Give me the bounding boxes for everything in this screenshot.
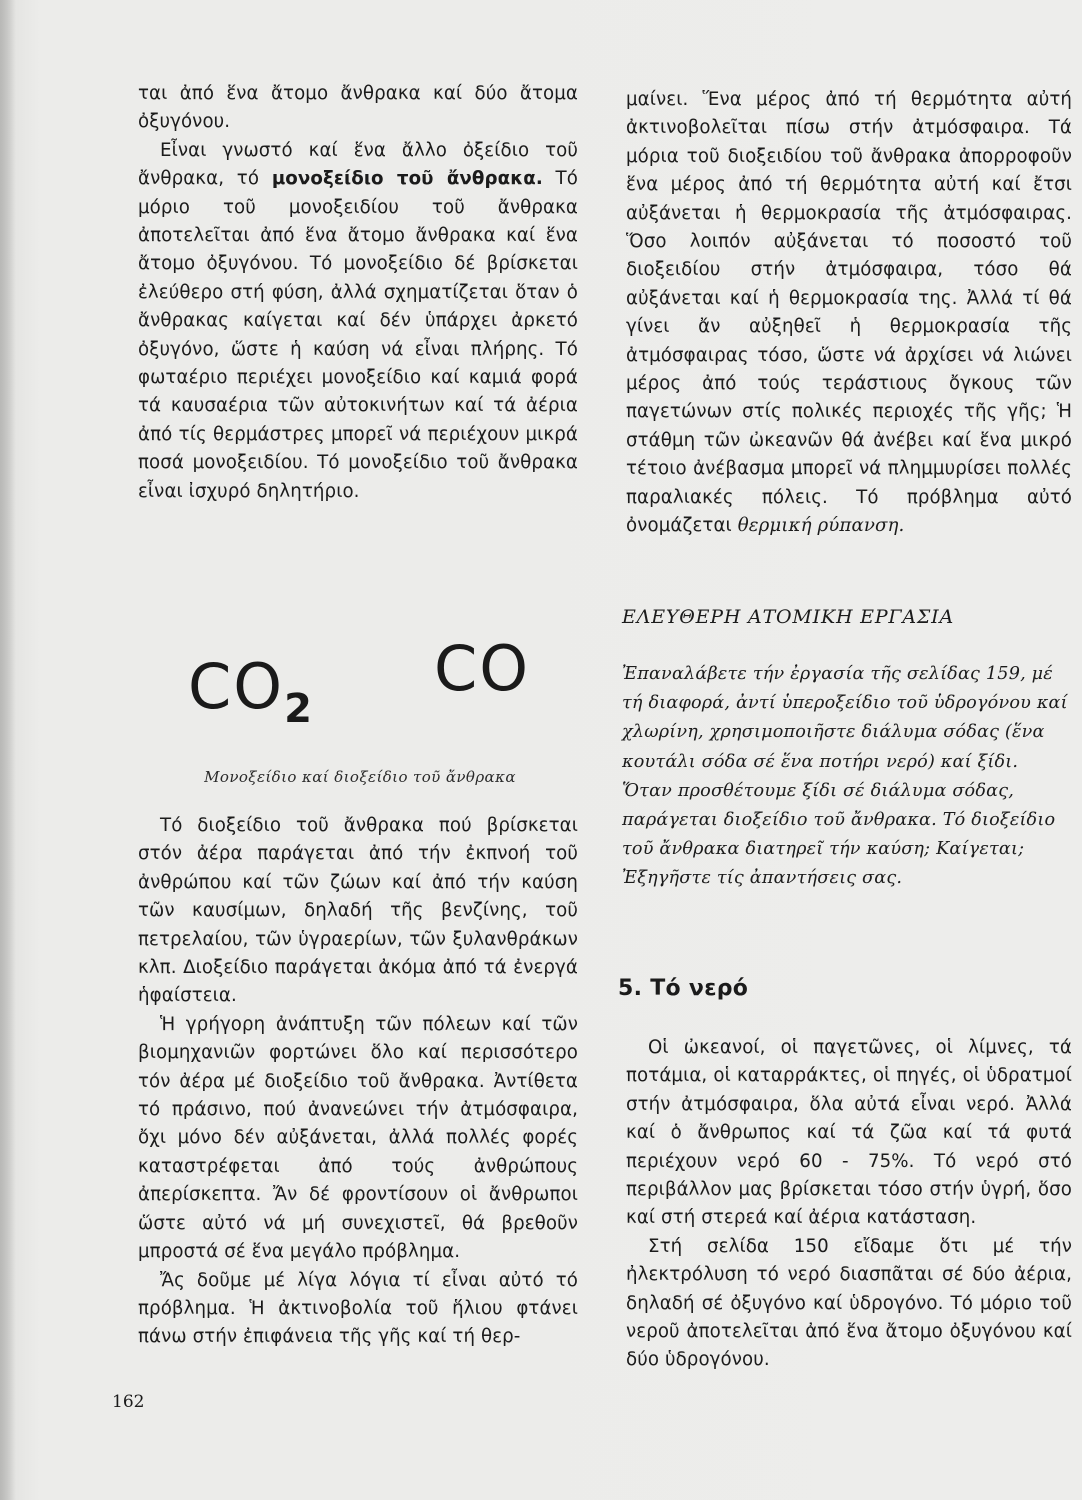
left-column-top	[138, 80, 578, 506]
paragraph-problem: Ἄς δοῦμε μέ λίγα λόγια τί εἶναι αὐτό τό πρόβλημα. Ἡ ἀκτινοβολία τοῦ ἥλιου φτάνει πάνω στήν ἐπιφάνεια τῆς γῆς καί τή θερ-	[138, 1269, 578, 1348]
paragraph-carbon-monoxide	[138, 137, 578, 506]
paragraph-city-growth: Ἡ γρήγορη ἀνάπτυξη τῶν πόλεων καί τῶν βιομηχανιῶν φορτώνει ὅλο καί περισσότερο τόν ἀέρα μέ διοξείδιο τοῦ ἄνθρακα. Ἀντίθετα τό πράσινο, πού ἀνανεώνει τήν ἀτμόσφαιρα, ὄχι μόνο δέν αὐξάνεται, ἀλλά πολλές φορές καταστρέφεται ἀπό τούς ἀνθρώπους ἀπερίσκεπτα. Ἄν δέ φροντίσουν οἱ ἄνθρωποι ὥστε αὐτό νά μή συνεχιστεῖ, θά βρεθοῦν μπροστά σέ ἕνα μεγάλο πρόβλημα.	[138, 1013, 578, 1263]
formula-co: CO	[434, 632, 531, 705]
formula-co2-main: CO	[188, 650, 285, 723]
term-carbon-monoxide: μονοξείδιο τοῦ ἄνθρακα.	[271, 168, 543, 190]
paragraph-electrolysis: Στή σελίδα 150 εἴδαμε ὅτι μέ τήν ἠλεκτρόλυση τό νερό διασπᾶται σέ δύο ἀέρια, δηλαδή σέ ὀξυγόνο καί ὑδρογόνο. Τό μόριο τοῦ νεροῦ ἀποτελεῖται ἀπό ἕνα ἄτομο ὀξυγόνου καί δύο ὑδρογόνου.	[626, 1235, 1072, 1371]
paragraph-text: μαίνει. Ἕνα μέρος ἀπό τή θερμότητα αὐτή ἀκτινοβολεῖται πίσω στήν ἀτμόσφαιρα. Τά μόρια τοῦ διοξειδίου τοῦ ἄνθρακα ἀπορροφοῦν ἕνα μέρος ἀπό τή θερμότητα αὐτή καί ἔτσι αὐξάνεται ἡ θερμοκρασία τῆς ἀτμόσφαιρας. Ὅσο λοιπόν αὐξάνεται τό ποσοστό τοῦ διοξειδίου στήν ἀτμόσφαιρα, τόσο θά αὐξάνεται καί ἡ θερμοκρασία της. Ἀλλά τί θά γίνει ἄν αὐξηθεῖ ἡ θερμοκρασία τῆς ἀτμόσφαιρας τόσο, ὥστε νά ἀρχίσει νά λιώνει μέρος ἀπό τούς τεράστιους ὄγκους τῶν παγετώνων στίς πολικές περιοχές τῆς γῆς; Ἡ στάθμη τῶν ὠκεανῶν θά ἀνέβει καί ἕνα μικρό τέτοιο ἀνέβασμα μπορεῖ νά πλημμυρίσει πολλές παραλιακές πόλεις. Τό πρόβλημα αὐτό ὀνομάζεται	[626, 89, 1072, 537]
figure-caption: Μονοξείδιο καί διοξείδιο τοῦ ἄνθρακα	[204, 768, 516, 786]
water-section-body	[626, 1034, 1072, 1375]
page-number: 162	[112, 1392, 145, 1412]
paragraph-text-after: Τό μόριο τοῦ μονοξειδίου τοῦ ἄνθρακα ἀποτελεῖται ἀπό ἕνα ἄτομο ἄνθρακα καί ἕνα ἄτομο ὀξυγόνου. Τό μονοξείδιο δέ βρίσκεται ἐλεύθερο στή φύση, ἀλλά σχηματίζεται ὅταν ὁ ἄνθρακας καίγεται καί δέν ὑπάρχει ἀρκετό ὀξυγόνο, ὥστε ἡ καύση νά εἶναι πλήρης. Τό φωταέριο περιέχει μονοξείδιο καί καμιά φορά τά καυσαέρια τῶν αὐτοκινήτων καί τά ἀέρια ἀπό τίς θερμάστρες μπορεῖ νά περιέχουν μικρά ποσά μονοξειδίου. Τό μονοξείδιο τοῦ ἄνθρακα εἶναι ἰσχυρό δηλητήριο.	[138, 168, 578, 502]
paragraph-continuation: ται ἀπό ἕνα ἄτομο ἄνθρακα καί δύο ἄτομα ὀξυγόνου.	[138, 83, 578, 133]
right-column-top	[626, 86, 1072, 541]
paragraph-co2-sources: Τό διοξείδιο τοῦ ἄνθρακα πού βρίσκεται στόν ἀέρα παράγεται ἀπό τήν ἐκπνοή τοῦ ἀνθρώπου καί τῶν ζώων καί ἀπό τήν καύση τῶν καυσίμων, δηλαδή τῆς βενζίνης, τοῦ πετρελαίου, τῶν ὑγραερίων, τῶν ξυλανθράκων κλπ. Διοξείδιο παράγεται ἀκόμα ἀπό τά ἐνεργά ἡφαίστεια.	[138, 815, 578, 1007]
term-thermal-pollution: θερμική ρύπανση.	[737, 515, 905, 537]
paragraph-text-before: Εἶναι γνωστό καί ἕνα ἄλλο ὀξείδιο τοῦ ἄνθρακα, τό	[138, 139, 578, 190]
task-box	[622, 660, 1072, 894]
task-heading: ΕΛΕΥΘΕΡΗ ΑΤΟΜΙΚΗ ΕΡΓΑΣΙΑ	[622, 606, 954, 628]
formula-co2-subscript: 2	[284, 686, 312, 732]
left-column-bottom	[138, 812, 578, 1352]
paragraph-water-forms: Οἱ ὠκεανοί, οἱ παγετῶνες, οἱ λίμνες, τά ποτάμια, οἱ καταρράκτες, οἱ πηγές, οἱ ὑδρατμοί στήν ἀτμόσφαιρα, ὅλα αὐτά εἶναι νερό. Ἀλλά καί ὁ ἄνθρωπος καί τά ζῶα καί τά φυτά περιέχουν νερό 60 - 75%. Τό νερό στό περιβάλλον μας βρίσκεται τόσο στήν ὑγρή, ὅσο καί στή στερεά καί ἀέρια κατάσταση.	[626, 1037, 1072, 1229]
page-gutter-shadow	[0, 0, 16, 1500]
section-heading-water: 5. Τό νερό	[618, 976, 749, 1001]
formula-co2	[188, 650, 312, 732]
task-text: Ἐπαναλάβετε τήν ἐργασία τῆς σελίδας 159, μέ τή διαφορά, ἀντί ὑπεροξείδιο τοῦ ὑδρογόνου καί χλωρίνη, χρησιμοποιῆστε διάλυμα σόδας (ἕνα κουτάλι σόδα σέ ἕνα ποτήρι νερό) καί ξίδι. Ὅταν προσθέτουμε ξίδι σέ διάλυμα σόδας, παράγεται διοξείδιο τοῦ ἄνθρακα. Τό διοξείδιο τοῦ ἄνθρακα διατηρεῖ τήν καύση; Καίγεται; Ἐξηγῆστε τίς ἀπαντήσεις σας.	[622, 664, 1068, 889]
paragraph-thermal-pollution	[626, 86, 1072, 541]
